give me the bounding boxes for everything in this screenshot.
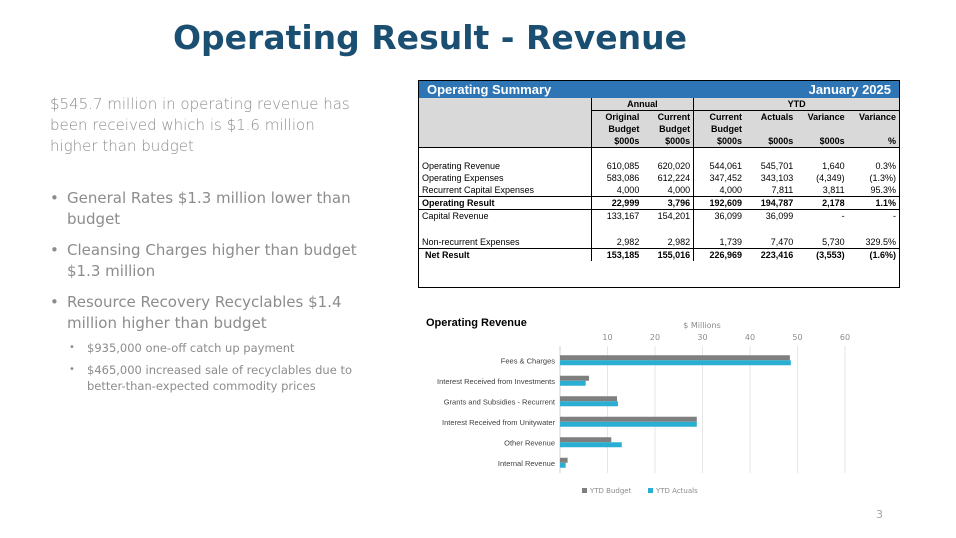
operating-summary-table — [418, 80, 900, 288]
cell: (1.3%) — [869, 173, 896, 183]
row-label: Recurrent Capital Expenses — [422, 185, 535, 195]
category-label: Grants and Subsidies - Recurrent — [443, 397, 555, 407]
x-tick-label: 10 — [602, 333, 613, 342]
table-row-net-result — [419, 249, 899, 262]
cell: 612,224 — [657, 173, 691, 183]
table-period: January 2025 — [808, 82, 891, 97]
x-tick-label: 40 — [744, 333, 756, 342]
cell: - — [893, 211, 896, 221]
bullet-general-rates — [50, 188, 365, 230]
sub-bullet-list — [67, 340, 365, 394]
cell: 347,452 — [694, 172, 745, 184]
table-row — [419, 210, 899, 223]
table-row — [419, 184, 899, 197]
col-header: Budget — [642, 123, 693, 135]
bullet-cleansing-charges — [50, 240, 365, 282]
category-label: Other Revenue — [504, 438, 555, 448]
cell: 194,787 — [745, 197, 796, 210]
col-header — [796, 123, 847, 135]
cell: 2,982 — [667, 237, 691, 247]
bar-ytd-actuals — [560, 463, 566, 468]
cell: 2,178 — [796, 197, 847, 210]
bar-ytd-actuals — [560, 422, 697, 427]
row-label: Operating Revenue — [422, 161, 501, 171]
cell: 1,640 — [822, 161, 845, 171]
x-tick-label: 20 — [649, 333, 661, 342]
cell: 155,016 — [642, 249, 693, 262]
legend-label: YTD Actuals — [656, 487, 698, 495]
cell: 610,085 — [591, 160, 642, 172]
cell: 36,099 — [694, 210, 745, 223]
bar-ytd-budget — [560, 458, 568, 463]
summary-grid — [419, 98, 899, 261]
table-row — [419, 160, 899, 172]
table-row-operating-result — [419, 197, 899, 210]
bar-ytd-actuals — [560, 360, 791, 365]
col-header — [848, 123, 899, 135]
row-label: Non-recurrent Expenses — [422, 237, 520, 247]
row-label: Operating Result — [419, 197, 591, 210]
col-header: Actuals — [745, 111, 796, 124]
col-header — [745, 123, 796, 135]
cell: 0.3% — [875, 161, 896, 171]
col-header: Variance — [796, 111, 847, 124]
cell: 4,000 — [694, 184, 745, 197]
cell: 95.3% — [870, 185, 896, 195]
col-header: $000s — [694, 135, 745, 148]
cell: 36,099 — [765, 211, 794, 221]
cell: 192,609 — [694, 197, 745, 210]
cell: 329.5% — [865, 237, 896, 247]
cell: (1.6%) — [848, 249, 899, 262]
cell: 7,811 — [771, 185, 794, 195]
cell: 4,000 — [591, 184, 642, 197]
bullet-list — [50, 188, 365, 404]
page-number: 3 — [876, 508, 883, 521]
category-label: Internal Revenue — [497, 458, 555, 468]
group-ytd: YTD — [694, 98, 899, 111]
x-tick-label: 50 — [792, 333, 803, 342]
cell: 153,185 — [591, 249, 642, 262]
category-label: Interest Received from Investments — [437, 376, 555, 386]
col-header: Budget — [694, 123, 745, 135]
sub-bullet: • $935,000 one-off catch up payment — [67, 340, 365, 356]
cell: 223,416 — [745, 249, 796, 262]
cell: 620,020 — [657, 161, 691, 171]
sub-bullet: • $465,000 increased sale of recyclables due to better-than-expected commodity prices — [67, 362, 365, 394]
bar-ytd-budget — [560, 417, 697, 422]
cell: 133,167 — [591, 210, 642, 223]
row-label: Operating Expenses — [422, 173, 504, 183]
table-title: Operating Summary — [427, 82, 552, 97]
col-header: Original — [591, 111, 642, 124]
bar-ytd-budget — [560, 396, 617, 401]
cell: 5,730 — [822, 237, 845, 247]
operating-revenue-chart — [410, 312, 880, 502]
cell: 7,470 — [770, 237, 794, 247]
bullet-resource-recovery — [50, 292, 365, 394]
cell: 583,086 — [591, 172, 642, 184]
col-header: Current — [642, 111, 693, 124]
cell: (3,553) — [796, 249, 847, 262]
row-label: Net Result — [419, 249, 591, 262]
group-annual: Annual — [591, 98, 694, 111]
cell: 2,982 — [591, 236, 642, 249]
category-label: Fees & Charges — [500, 356, 555, 366]
bullet-text: General Rates $1.3 million lower than budget — [67, 189, 351, 228]
table-row — [419, 172, 899, 184]
table-row — [419, 236, 899, 249]
x-axis-label: $ Millions — [683, 321, 721, 330]
slide-title: Operating Result - Revenue — [172, 18, 688, 57]
col-header: Budget — [591, 123, 642, 135]
bullet-text: Cleansing Charges higher than budget $1.3 million — [67, 241, 357, 280]
cell: 22,999 — [591, 197, 642, 210]
col-header: $000s — [591, 135, 642, 148]
cell: 226,969 — [694, 249, 745, 262]
col-header: $000s — [745, 135, 796, 148]
cell: 3,811 — [822, 185, 845, 195]
row-label: Capital Revenue — [422, 211, 489, 221]
cell: 3,796 — [642, 197, 693, 210]
bar-ytd-budget — [560, 376, 589, 381]
cell: 544,061 — [694, 160, 745, 172]
cell: - — [841, 211, 845, 221]
bar-ytd-actuals — [560, 401, 618, 406]
cell: (4,349) — [816, 173, 845, 183]
bar-ytd-actuals — [560, 442, 622, 447]
col-header: % — [848, 135, 899, 148]
legend-swatch — [648, 488, 653, 493]
category-label: Interest Received from Unitywater — [442, 417, 555, 427]
cell: 4,000 — [667, 185, 691, 195]
bar-ytd-budget — [560, 437, 611, 442]
cell: 1.1% — [848, 197, 899, 210]
cell: 154,201 — [657, 211, 691, 221]
legend-swatch — [582, 488, 587, 493]
col-header: Current — [694, 111, 745, 124]
table-header-bar — [419, 81, 899, 98]
bar-ytd-actuals — [560, 381, 586, 386]
col-header: Variance — [848, 111, 899, 124]
x-tick-label: 60 — [839, 333, 851, 342]
cell: 545,701 — [760, 161, 794, 171]
bullet-text: Resource Recovery Recyclables $1.4 million higher than budget — [67, 293, 342, 332]
cell: 1,739 — [694, 236, 745, 249]
cell: 343,103 — [760, 173, 794, 183]
x-tick-label: 30 — [697, 333, 708, 342]
bar-ytd-budget — [560, 355, 790, 360]
col-header: $000s — [642, 135, 693, 148]
col-header: $000s — [796, 135, 847, 148]
legend-label: YTD Budget — [590, 487, 632, 495]
chart-title: Operating Revenue — [426, 317, 527, 329]
lead-text: $545.7 million in operating revenue has been received which is $1.6 million higher than budget — [50, 95, 350, 155]
